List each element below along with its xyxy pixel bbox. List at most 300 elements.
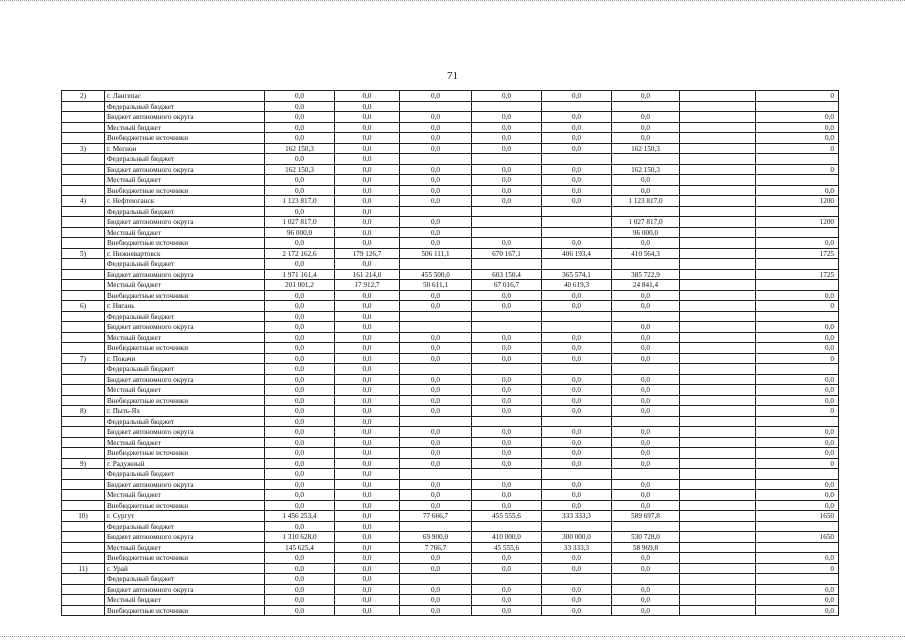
value-cell: 0,0 [542, 553, 612, 564]
value-cell: 0,0 [400, 353, 472, 364]
value-cell: 0,0 [400, 217, 472, 228]
row-label-cell: Местный бюджет [105, 595, 265, 606]
table-row [62, 248, 839, 259]
table-row [62, 332, 839, 343]
value-cell: 0,0 [335, 217, 400, 228]
value-cell [472, 521, 542, 532]
value-cell: 0,0 [265, 332, 335, 343]
value-cell [756, 227, 839, 238]
table-row [62, 574, 839, 585]
table-row [62, 175, 839, 186]
row-label-cell: Бюджет автономного округа [105, 427, 265, 438]
value-cell [472, 259, 542, 270]
value-cell: 0,0 [335, 542, 400, 553]
row-label-cell: Местный бюджет [105, 175, 265, 186]
row-label-cell: Местный бюджет [105, 122, 265, 133]
value-cell: 0,0 [472, 605, 542, 616]
row-index-cell: 6) [62, 301, 105, 312]
value-cell [680, 437, 756, 448]
value-cell: 0,0 [265, 101, 335, 112]
row-index-cell: 2) [62, 91, 105, 102]
value-cell: 0,0 [472, 343, 542, 354]
value-cell [680, 595, 756, 606]
value-cell: 0,0 [400, 406, 472, 417]
row-index-cell [62, 595, 105, 606]
row-index-cell [62, 238, 105, 249]
value-cell: 0,0 [335, 175, 400, 186]
value-cell [542, 469, 612, 480]
value-cell: 0,0 [472, 175, 542, 186]
value-cell: 0,0 [542, 605, 612, 616]
value-cell [680, 469, 756, 480]
table-row [62, 259, 839, 270]
value-cell [680, 227, 756, 238]
row-index-cell [62, 175, 105, 186]
value-cell: 0,0 [265, 91, 335, 102]
value-cell: 0,0 [335, 374, 400, 385]
value-cell: 0,0 [756, 238, 839, 249]
value-cell: 0 [756, 458, 839, 469]
value-cell: 0,0 [335, 311, 400, 322]
value-cell [612, 154, 680, 165]
value-cell: 0,0 [335, 133, 400, 144]
value-cell: 0,0 [335, 500, 400, 511]
value-cell: 1725 [756, 248, 839, 259]
value-cell: 0,0 [542, 133, 612, 144]
value-cell: 0,0 [265, 322, 335, 333]
value-cell [680, 521, 756, 532]
value-cell: 0,0 [472, 290, 542, 301]
value-cell: 0,0 [400, 175, 472, 186]
value-cell: 162 150,3 [265, 143, 335, 154]
value-cell: 0,0 [265, 553, 335, 564]
value-cell: 0,0 [612, 448, 680, 459]
value-cell [472, 227, 542, 238]
value-cell: 0,0 [756, 112, 839, 123]
value-cell: 0,0 [542, 595, 612, 606]
value-cell: 0 [756, 143, 839, 154]
value-cell: 0,0 [542, 479, 612, 490]
value-cell: 0,0 [472, 406, 542, 417]
value-cell [680, 574, 756, 585]
value-cell [472, 416, 542, 427]
value-cell [680, 185, 756, 196]
value-cell [472, 469, 542, 480]
table-row [62, 227, 839, 238]
value-cell: 0,0 [265, 490, 335, 501]
value-cell: 0 [756, 91, 839, 102]
value-cell: 0,0 [265, 479, 335, 490]
table-row [62, 532, 839, 543]
value-cell: 0,0 [400, 301, 472, 312]
value-cell: 406 193,4 [542, 248, 612, 259]
row-label-cell: г. Покачи [105, 353, 265, 364]
value-cell: 0,0 [335, 238, 400, 249]
value-cell: 0,0 [265, 353, 335, 364]
value-cell: 0,0 [335, 605, 400, 616]
value-cell: 0,0 [612, 112, 680, 123]
value-cell: 0,0 [612, 343, 680, 354]
value-cell [756, 280, 839, 291]
value-cell: 0,0 [756, 185, 839, 196]
value-cell [680, 217, 756, 228]
value-cell: 0,0 [756, 374, 839, 385]
value-cell: 0,0 [265, 311, 335, 322]
value-cell: 0,0 [265, 133, 335, 144]
row-label-cell: Бюджет автономного округа [105, 479, 265, 490]
value-cell: 0,0 [612, 353, 680, 364]
value-cell [680, 479, 756, 490]
value-cell: 0,0 [265, 427, 335, 438]
row-label-cell: Бюджет автономного округа [105, 374, 265, 385]
value-cell: 0,0 [756, 385, 839, 396]
value-cell [612, 574, 680, 585]
value-cell [680, 542, 756, 553]
value-cell [542, 322, 612, 333]
value-cell [680, 385, 756, 396]
value-cell: 0 [756, 406, 839, 417]
value-cell: 670 167,1 [472, 248, 542, 259]
value-cell: 0,0 [335, 511, 400, 522]
value-cell: 0,0 [472, 385, 542, 396]
value-cell: 162 150,3 [612, 143, 680, 154]
value-cell: 0,0 [756, 500, 839, 511]
row-index-cell [62, 374, 105, 385]
value-cell [400, 574, 472, 585]
value-cell [612, 521, 680, 532]
value-cell: 0,0 [335, 164, 400, 175]
value-cell: 0,0 [472, 448, 542, 459]
row-label-cell: Местный бюджет [105, 332, 265, 343]
value-cell: 0,0 [400, 385, 472, 396]
value-cell [680, 343, 756, 354]
value-cell: 0,0 [335, 259, 400, 270]
page-number: 71 [447, 70, 458, 82]
value-cell: 0,0 [542, 164, 612, 175]
value-cell [680, 500, 756, 511]
value-cell: 1725 [756, 269, 839, 280]
value-cell: 1200 [756, 196, 839, 207]
value-cell: 0,0 [335, 595, 400, 606]
row-index-cell [62, 322, 105, 333]
value-cell: 0,0 [542, 112, 612, 123]
value-cell: 0,0 [265, 122, 335, 133]
value-cell: 0,0 [335, 584, 400, 595]
row-label-cell: Федеральный бюджет [105, 259, 265, 270]
row-label-cell: Бюджет автономного округа [105, 584, 265, 595]
value-cell: 1 027 817,0 [265, 217, 335, 228]
table-row [62, 542, 839, 553]
value-cell: 0,0 [472, 427, 542, 438]
value-cell [680, 584, 756, 595]
value-cell: 7 766,7 [400, 542, 472, 553]
row-label-cell: Федеральный бюджет [105, 574, 265, 585]
value-cell: 0 [756, 563, 839, 574]
scan-top-edge [0, 0, 905, 6]
table-row [62, 133, 839, 144]
row-index-cell [62, 500, 105, 511]
row-index-cell [62, 101, 105, 112]
value-cell [680, 448, 756, 459]
value-cell: 0,0 [265, 364, 335, 375]
value-cell [680, 133, 756, 144]
value-cell: 96 000,0 [612, 227, 680, 238]
row-index-cell [62, 259, 105, 270]
table-row [62, 521, 839, 532]
row-index-cell: 10) [62, 511, 105, 522]
value-cell: 0,0 [542, 196, 612, 207]
value-cell: 0,0 [756, 490, 839, 501]
value-cell: 0,0 [756, 343, 839, 354]
value-cell [680, 605, 756, 616]
value-cell: 0,0 [400, 395, 472, 406]
table-row [62, 91, 839, 102]
value-cell [472, 101, 542, 112]
value-cell: 0,0 [756, 553, 839, 564]
value-cell: 77 666,7 [400, 511, 472, 522]
row-index-cell [62, 269, 105, 280]
value-cell: 0,0 [542, 91, 612, 102]
value-cell [542, 227, 612, 238]
value-cell [680, 196, 756, 207]
value-cell [680, 175, 756, 186]
table-row [62, 301, 839, 312]
value-cell [400, 206, 472, 217]
value-cell: 0,0 [335, 185, 400, 196]
value-cell: 0,0 [400, 605, 472, 616]
value-cell: 0,0 [756, 605, 839, 616]
row-index-cell: 11) [62, 563, 105, 574]
value-cell [680, 353, 756, 364]
value-cell: 0,0 [335, 143, 400, 154]
value-cell [756, 469, 839, 480]
row-label-cell: Федеральный бюджет [105, 311, 265, 322]
value-cell: 0,0 [612, 500, 680, 511]
value-cell [472, 311, 542, 322]
value-cell [400, 469, 472, 480]
value-cell [680, 553, 756, 564]
table-row [62, 269, 839, 280]
value-cell: 33 333,3 [542, 542, 612, 553]
table-row [62, 364, 839, 375]
value-cell: 0,0 [612, 238, 680, 249]
value-cell [680, 206, 756, 217]
value-cell: 0,0 [472, 185, 542, 196]
value-cell: 0,0 [542, 427, 612, 438]
value-cell: 0,0 [265, 112, 335, 123]
value-cell: 0,0 [400, 185, 472, 196]
value-cell: 0,0 [335, 343, 400, 354]
value-cell: 0,0 [756, 290, 839, 301]
value-cell: 0,0 [612, 490, 680, 501]
value-cell: 0,0 [400, 290, 472, 301]
row-label-cell: Местный бюджет [105, 280, 265, 291]
row-index-cell [62, 122, 105, 133]
value-cell [680, 269, 756, 280]
row-index-cell [62, 605, 105, 616]
row-index-cell: 4) [62, 196, 105, 207]
value-cell: 0,0 [335, 364, 400, 375]
value-cell [680, 332, 756, 343]
value-cell: 0,0 [265, 259, 335, 270]
value-cell: 0,0 [612, 479, 680, 490]
value-cell: 0,0 [472, 301, 542, 312]
value-cell: 0,0 [472, 91, 542, 102]
value-cell: 0,0 [265, 238, 335, 249]
value-cell: 0,0 [400, 374, 472, 385]
value-cell: 0,0 [542, 500, 612, 511]
value-cell [400, 101, 472, 112]
row-index-cell [62, 311, 105, 322]
row-label-cell: Федеральный бюджет [105, 416, 265, 427]
table-row [62, 122, 839, 133]
row-index-cell: 8) [62, 406, 105, 417]
value-cell: 0,0 [542, 343, 612, 354]
table-row [62, 217, 839, 228]
value-cell: 0,0 [335, 448, 400, 459]
table-row [62, 238, 839, 249]
value-cell: 0,0 [335, 196, 400, 207]
value-cell: 45 555,6 [472, 542, 542, 553]
row-label-cell: Бюджет автономного округа [105, 269, 265, 280]
value-cell: 0 [756, 353, 839, 364]
value-cell: 0,0 [335, 490, 400, 501]
table-row [62, 101, 839, 112]
row-index-cell [62, 280, 105, 291]
value-cell [680, 301, 756, 312]
value-cell: 0,0 [400, 196, 472, 207]
value-cell: 455 555,6 [472, 511, 542, 522]
value-cell [680, 458, 756, 469]
value-cell: 0,0 [400, 595, 472, 606]
value-cell: 530 728,0 [612, 532, 680, 543]
row-label-cell: Бюджет автономного округа [105, 112, 265, 123]
value-cell: 0,0 [756, 427, 839, 438]
value-cell: 0,0 [335, 532, 400, 543]
row-label-cell: Бюджет автономного округа [105, 217, 265, 228]
value-cell: 0,0 [612, 406, 680, 417]
value-cell: 145 625,4 [265, 542, 335, 553]
row-label-cell: Бюджет автономного округа [105, 532, 265, 543]
value-cell: 0,0 [335, 154, 400, 165]
value-cell: 0,0 [265, 458, 335, 469]
value-cell [680, 364, 756, 375]
value-cell [612, 416, 680, 427]
value-cell: 1 456 253,4 [265, 511, 335, 522]
value-cell: 0,0 [400, 133, 472, 144]
table-row [62, 196, 839, 207]
value-cell: 0,0 [612, 290, 680, 301]
value-cell [680, 322, 756, 333]
value-cell [542, 574, 612, 585]
value-cell: 0,0 [335, 332, 400, 343]
value-cell [680, 290, 756, 301]
table-row [62, 164, 839, 175]
value-cell: 0,0 [265, 574, 335, 585]
value-cell: 0,0 [756, 133, 839, 144]
value-cell [756, 521, 839, 532]
value-cell: 0,0 [612, 332, 680, 343]
row-label-cell: Местный бюджет [105, 385, 265, 396]
value-cell: 0,0 [400, 143, 472, 154]
value-cell: 0,0 [265, 521, 335, 532]
value-cell [542, 217, 612, 228]
row-index-cell [62, 395, 105, 406]
table-row [62, 143, 839, 154]
row-label-cell: г. Лангепас [105, 91, 265, 102]
value-cell: 0,0 [542, 563, 612, 574]
row-label-cell: г. Нижневартовск [105, 248, 265, 259]
row-index-cell [62, 427, 105, 438]
row-label-cell: Бюджет автономного округа [105, 164, 265, 175]
table-row [62, 185, 839, 196]
value-cell: 1 027 817,0 [612, 217, 680, 228]
value-cell: 0,0 [612, 301, 680, 312]
value-cell: 0,0 [265, 448, 335, 459]
row-label-cell: Федеральный бюджет [105, 101, 265, 112]
table-row [62, 595, 839, 606]
value-cell: 0,0 [612, 437, 680, 448]
value-cell: 1 123 817,0 [612, 196, 680, 207]
row-label-cell: Внебюджетные источники [105, 343, 265, 354]
value-cell: 50 611,1 [400, 280, 472, 291]
value-cell: 0,0 [400, 238, 472, 249]
table-row [62, 280, 839, 291]
value-cell: 0,0 [335, 385, 400, 396]
value-cell: 0,0 [265, 206, 335, 217]
value-cell: 0,0 [756, 584, 839, 595]
value-cell: 300 000,0 [542, 532, 612, 543]
row-index-cell: 7) [62, 353, 105, 364]
value-cell [542, 364, 612, 375]
value-cell: 0,0 [335, 458, 400, 469]
value-cell [756, 364, 839, 375]
value-cell [400, 521, 472, 532]
value-cell: 0,0 [472, 196, 542, 207]
value-cell: 0,0 [335, 563, 400, 574]
value-cell: 0,0 [335, 112, 400, 123]
value-cell: 0,0 [612, 322, 680, 333]
value-cell: 0,0 [265, 385, 335, 396]
value-cell: 0,0 [265, 469, 335, 480]
row-label-cell: Внебюджетные источники [105, 185, 265, 196]
value-cell: 0,0 [472, 490, 542, 501]
table-row [62, 605, 839, 616]
value-cell: 455 500,0 [400, 269, 472, 280]
value-cell: 0,0 [472, 112, 542, 123]
row-index-cell [62, 469, 105, 480]
value-cell: 0,0 [542, 290, 612, 301]
value-cell: 1 310 628,0 [265, 532, 335, 543]
value-cell: 333 333,3 [542, 511, 612, 522]
value-cell: 0,0 [542, 238, 612, 249]
value-cell [756, 206, 839, 217]
row-index-cell [62, 437, 105, 448]
value-cell [680, 259, 756, 270]
table-row [62, 154, 839, 165]
value-cell: 0,0 [542, 332, 612, 343]
value-cell [400, 322, 472, 333]
table-row [62, 353, 839, 364]
value-cell [680, 532, 756, 543]
value-cell [756, 416, 839, 427]
value-cell: 589 697,8 [612, 511, 680, 522]
value-cell: 0,0 [335, 206, 400, 217]
value-cell: 0,0 [472, 238, 542, 249]
value-cell: 0,0 [400, 227, 472, 238]
value-cell: 0,0 [472, 458, 542, 469]
value-cell [542, 416, 612, 427]
